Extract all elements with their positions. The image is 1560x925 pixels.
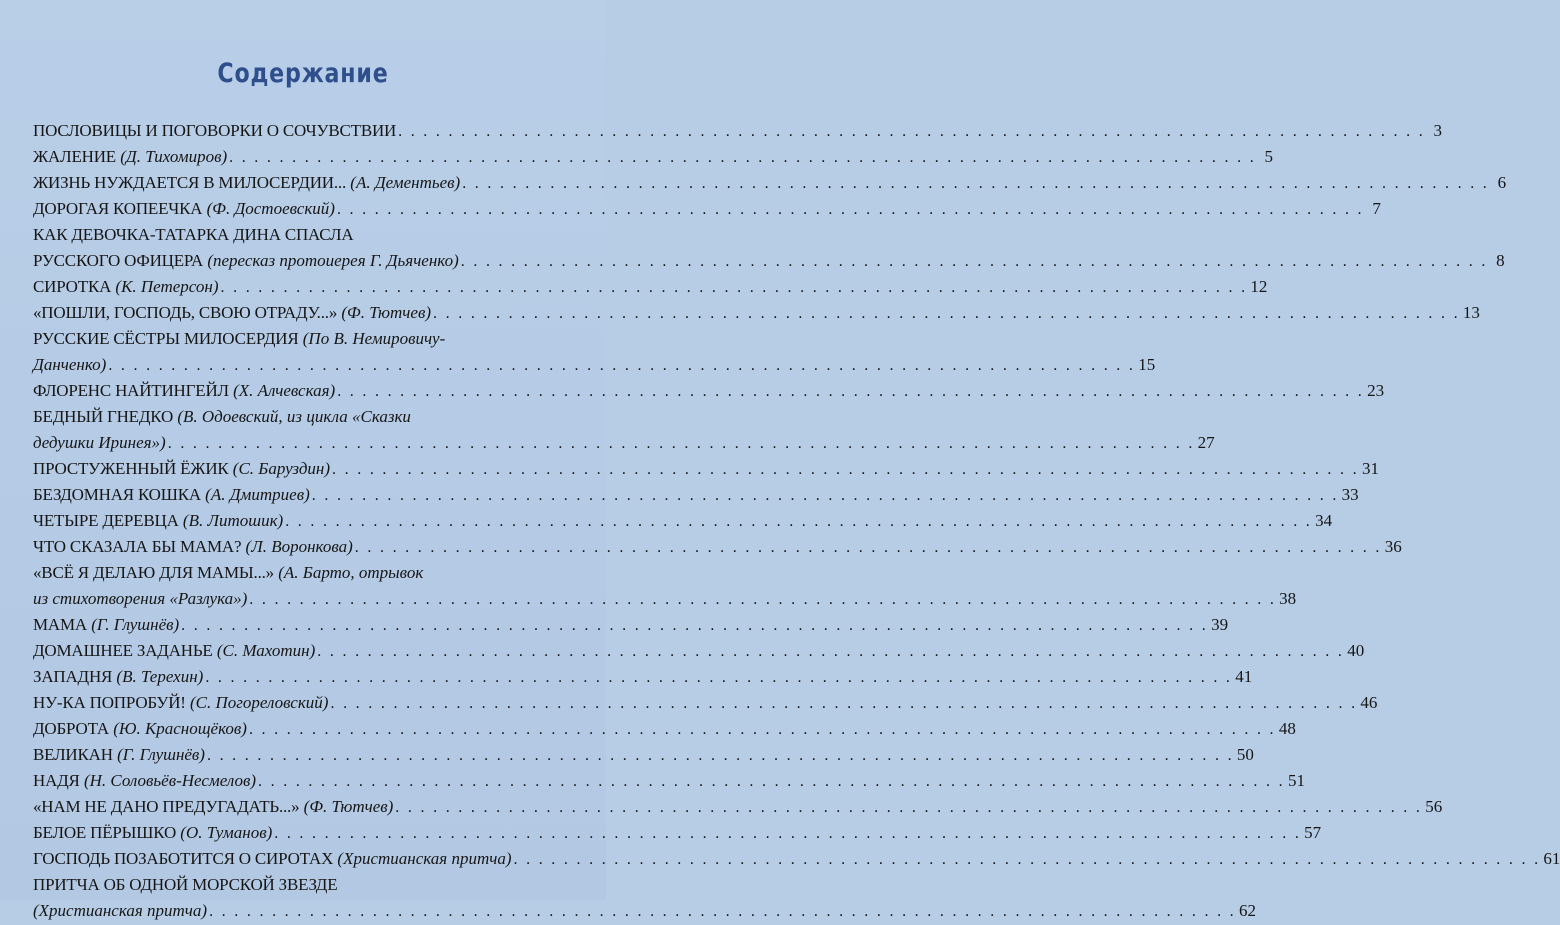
page-number: 57 [1304,823,1322,842]
toc-entry-text [33,118,396,144]
toc-entry-line [33,352,1156,378]
toc-entry-text [33,716,247,742]
dot-leader: . . . . . . . . . . . . . . . . . . . . . . . . . . . . . . . . . . . . . . . . . . . . . . . . . . . . . . . . . . . . . . . . . . . . . . . . . . . . . . . . . . [433,305,1460,322]
toc-entry-line [33,742,1254,768]
dot-leader: . . . . . . . . . . . . . . . . . . . . . . . . . . . . . . . . . . . . . . . . . . . . . . . . . . . . . . . . . . . . . . . . . . . . . . . . . . . . . . . . . . [205,669,1233,686]
toc-entry-author: (Н. Соловьёв-Несмелов) [83,771,257,790]
toc-entry-author: (В. Терехин) [116,667,204,686]
toc-entry-title: ЖАЛЕНИЕ [33,147,116,166]
toc-entry-title: ЖИЗНЬ НУЖДАЕТСЯ В МИЛОСЕРДИИ... [33,173,347,192]
dot-leader: . . . . . . . . . . . . . . . . . . . . . . . . . . . . . . . . . . . . . . . . . . . . . . . . . . . . . . . . . . . . . . . . . . . . . . . . . . . . . . . . . . [332,461,1359,478]
toc-entry-author: (К. Петерсон) [115,277,219,296]
toc-entry-title: МАМА [33,615,87,634]
dot-leader: . . . . . . . . . . . . . . . . . . . . . . . . . . . . . . . . . . . . . . . . . . . . . . . . . . . . . . . . . . . . . . . . . . . . . . . . . . . . . . . . . . [460,253,1488,270]
toc-entry-title: «НАМ НЕ ДАНО ПРЕДУГАДАТЬ...» [33,797,300,816]
toc-entry-author: (В. Литошик) [182,511,284,530]
toc-entry-line [33,430,1215,456]
toc-entry-line [33,898,1256,924]
toc-entry-line [33,274,1268,300]
toc-entry-text [33,586,247,612]
dot-leader: . . . . . . . . . . . . . . . . . . . . . . . . . . . . . . . . . . . . . . . . . . . . . . . . . . . . . . . . . . . . . . . . . . . . . . . . . . . . . . . . . . [258,773,1285,790]
toc-entry-line [33,794,1443,820]
toc-entry-text [33,612,179,638]
toc-entry-title: ФЛОРЕНС НАЙТИНГЕЙЛ [33,381,229,400]
toc-entry-text [33,144,227,170]
toc-entry-line [33,664,1253,690]
toc-entry-author: (С. Баруздин) [232,459,331,478]
dot-leader: . . . . . . . . . . . . . . . . . . . . . . . . . . . . . . . . . . . . . . . . . . . . . . . . . . . . . . . . . . . . . . . . . . . . . . . . . . . . . . . . . . [311,487,1339,504]
toc-entry [33,612,1229,638]
toc-entry-line [33,118,1443,144]
toc-entry-line [33,300,1480,326]
toc-entry [33,118,1443,144]
toc-entry [33,846,1560,872]
toc-entry-text [33,300,431,326]
toc-entry-line [33,170,1507,196]
toc-entry-line [33,248,1505,274]
toc-entry-title: ДОМАШНЕЕ ЗАДАНЬЕ [33,641,213,660]
toc-entry-line [33,326,543,352]
toc-entry-author: дедушки Иринея») [33,433,166,452]
toc-entry-text [33,742,205,768]
toc-entry [33,638,1365,664]
page-number: 33 [1341,485,1359,504]
page-number: 7 [1372,199,1381,218]
toc-entry [33,300,1480,326]
page-number: 23 [1367,381,1385,400]
page-number: 51 [1287,771,1305,790]
toc-entry-line [33,196,1381,222]
toc-entry-line [33,820,1322,846]
page-number: 40 [1347,641,1365,660]
dot-leader: . . . . . . . . . . . . . . . . . . . . . . . . . . . . . . . . . . . . . . . . . . . . . . . . . . . . . . . . . . . . . . . . . . . . . . . . . . . . . . . . . . [206,747,1234,764]
toc-entry-text [33,638,315,664]
toc-entry-text [33,508,283,534]
dot-leader: . . . . . . . . . . . . . . . . . . . . . . . . . . . . . . . . . . . . . . . . . . . . . . . . . . . . . . . . . . . . . . . . . . . . . . . . . . . . . . . . . . [248,721,1276,738]
toc-entry-text [33,898,207,924]
page-number: 6 [1497,173,1507,192]
toc-entry-title: ДОБРОТА [33,719,109,738]
dot-leader: . . . . . . . . . . . . . . . . . . . . . . . . . . . . . . . . . . . . . . . . . . . . . . . . . . . . . . . . . . . . . . . . . . . . . . . . . . . . . . . . . . [398,123,1426,140]
toc-entry [33,768,1305,794]
page-number: 48 [1278,719,1296,738]
toc-entry-title: ПРИТЧА ОБ ОДНОЙ МОРСКОЙ ЗВЕЗДЕ [33,875,338,894]
toc-entry [33,222,1505,274]
toc-entry-line [33,586,1297,612]
toc-entry-line [33,560,543,586]
toc-entry-author: (С. Погореловский) [190,693,329,712]
dot-leader: . . . . . . . . . . . . . . . . . . . . . . . . . . . . . . . . . . . . . . . . . . . . . . . . . . . . . . . . . . . . . . . . . . . . . . . . . . . . . . . . . . [513,851,1541,868]
dot-leader: . . . . . . . . . . . . . . . . . . . . . . . . . . . . . . . . . . . . . . . . . . . . . . . . . . . . . . . . . . . . . . . . . . . . . . . . . . . . . . . . . . [285,513,1313,530]
page-number: 12 [1250,277,1268,296]
toc-entry [33,508,1333,534]
page-number: 46 [1360,693,1378,712]
page-title: Содержание [217,58,389,89]
toc-entry-text [33,225,353,244]
toc-entry-line [33,768,1305,794]
toc-entry-title: ГОСПОДЬ ПОЗАБОТИТСЯ О СИРОТАХ [33,849,334,868]
page-number: 41 [1235,667,1253,686]
toc-entry [33,404,1215,456]
toc-entry [33,716,1296,742]
toc-entry-line [33,690,1378,716]
toc-entry-title: ДОРОГАЯ КОПЕЕЧКА [33,199,203,218]
toc-entry-title: БЕДНЫЙ ГНЕДКО [33,407,174,426]
page-number: 61 [1543,849,1560,868]
toc-entry-author: из стихотворения «Разлука») [33,589,248,608]
toc-entry-text [33,170,460,196]
dot-leader: . . . . . . . . . . . . . . . . . . . . . . . . . . . . . . . . . . . . . . . . . . . . . . . . . . . . . . . . . . . . . . . . . . . . . . . . . . . . . . . . . . [330,695,1358,712]
toc-entry-text [33,534,353,560]
toc-entry [33,664,1253,690]
page-number: 5 [1264,147,1274,166]
toc-entry-author: (Х. Алчевская) [233,381,336,400]
table-of-contents [33,118,1560,924]
toc-entry-text [33,407,411,426]
toc-entry-text [33,846,512,872]
page-number: 13 [1462,303,1480,322]
page-number: 50 [1236,745,1254,764]
toc-entry [33,690,1378,716]
toc-entry-author: (С. Махотин) [216,641,316,660]
toc-entry-text [33,563,423,582]
toc-entry-text [33,329,445,348]
toc-entry-text [33,248,459,274]
toc-entry-title: РУССКИЕ СЁСТРЫ МИЛОСЕРДИЯ [33,329,299,348]
toc-entry-text [33,820,272,846]
toc-entry-text [33,768,256,794]
dot-leader: . . . . . . . . . . . . . . . . . . . . . . . . . . . . . . . . . . . . . . . . . . . . . . . . . . . . . . . . . . . . . . . . . . . . . . . . . . . . . . . . . . [167,435,1195,452]
dot-leader: . . . . . . . . . . . . . . . . . . . . . . . . . . . . . . . . . . . . . . . . . . . . . . . . . . . . . . . . . . . . . . . . . . . . . . . . . . . . . . . . . . [337,383,1365,400]
toc-entry-author: (Ю. Краснощёков) [113,719,247,738]
page-number: 31 [1361,459,1379,478]
toc-entry-line [33,404,543,430]
toc-entry-text [33,196,335,222]
toc-entry-title: ПОСЛОВИЦЫ И ПОГОВОРКИ О СОЧУВСТВИИ [33,121,397,140]
toc-entry-title: СИРОТКА [33,277,112,296]
toc-entry-title: ПРОСТУЖЕННЫЙ ЁЖИК [33,459,229,478]
toc-entry-author: (Л. Воронкова) [245,537,353,556]
page-number: 8 [1496,251,1505,270]
page-number: 62 [1238,901,1256,920]
dot-leader: . . . . . . . . . . . . . . . . . . . . . . . . . . . . . . . . . . . . . . . . . . . . . . . . . . . . . . . . . . . . . . . . . . . . . . . . . . . . . . . . . . [229,149,1257,166]
toc-entry [33,534,1402,560]
toc-entry [33,144,1274,170]
toc-entry-author: (А. Дементьев) [350,173,461,192]
toc-entry-author: Данченко) [33,355,107,374]
page-number: 56 [1425,797,1443,816]
toc-entry-author: (пересказ протоиерея Г. Дьяченко) [207,251,459,270]
toc-entry-text [33,274,219,300]
toc-entry [33,326,1156,378]
toc-entry-title: «ПОШЛИ, ГОСПОДЬ, СВОЮ ОТРАДУ...» [33,303,338,322]
toc-entry-line [33,144,1274,170]
page-number: 27 [1197,433,1215,452]
page-number: 36 [1384,537,1402,556]
dot-leader: . . . . . . . . . . . . . . . . . . . . . . . . . . . . . . . . . . . . . . . . . . . . . . . . . . . . . . . . . . . . . . . . . . . . . . . . . . . . . . . . . . [395,799,1423,816]
dot-leader: . . . . . . . . . . . . . . . . . . . . . . . . . . . . . . . . . . . . . . . . . . . . . . . . . . . . . . . . . . . . . . . . . . . . . . . . . . . . . . . . . . [181,617,1209,634]
toc-entry-text [33,794,393,820]
toc-entry-title: БЕЗДОМНАЯ КОШКА [33,485,201,504]
toc-entry-title: ЗАПАДНЯ [33,667,113,686]
page-number: 3 [1433,121,1443,140]
toc-entry [33,560,1297,612]
toc-entry-line [33,456,1379,482]
dot-leader: . . . . . . . . . . . . . . . . . . . . . . . . . . . . . . . . . . . . . . . . . . . . . . . . . . . . . . . . . . . . . . . . . . . . . . . . . . . . . . . . . . [336,201,1364,218]
toc-entry-text [33,875,337,894]
toc-entry [33,378,1385,404]
toc-entry-author: (Христианская притча) [337,849,512,868]
page-number: 15 [1138,355,1156,374]
toc-entry-title: НАДЯ [33,771,80,790]
page-number: 39 [1211,615,1229,634]
toc-entry-author: (О. Туманов) [180,823,273,842]
toc-entry-title: ЧТО СКАЗАЛА БЫ МАМА? [33,537,242,556]
toc-entry-text [33,482,310,508]
dot-leader: . . . . . . . . . . . . . . . . . . . . . . . . . . . . . . . . . . . . . . . . . . . . . . . . . . . . . . . . . . . . . . . . . . . . . . . . . . . . . . . . . . [462,175,1490,192]
toc-entry [33,196,1381,222]
toc-entry-title: БЕЛОЕ ПЁРЫШКО [33,823,177,842]
dot-leader: . . . . . . . . . . . . . . . . . . . . . . . . . . . . . . . . . . . . . . . . . . . . . . . . . . . . . . . . . . . . . . . . . . . . . . . . . . . . . . . . . . [249,591,1277,608]
toc-entry-line [33,846,1560,872]
toc-entry-line [33,872,543,898]
toc-entry [33,794,1443,820]
toc-entry-title: ВЕЛИКАН [33,745,113,764]
toc-entry-text [33,430,166,456]
toc-entry [33,170,1507,196]
toc-entry-line [33,716,1296,742]
toc-entry-author: (А. Дмитриев) [205,485,310,504]
page-number: 34 [1315,511,1333,530]
toc-entry-text [33,456,330,482]
toc-entry [33,482,1359,508]
toc-entry [33,872,1256,924]
dot-leader: . . . . . . . . . . . . . . . . . . . . . . . . . . . . . . . . . . . . . . . . . . . . . . . . . . . . . . . . . . . . . . . . . . . . . . . . . . . . . . . . . . [108,357,1136,374]
toc-entry-title: НУ-КА ПОПРОБУЙ! [33,693,186,712]
toc-entry-title: ЧЕТЫРЕ ДЕРЕВЦА [33,511,179,530]
dot-leader: . . . . . . . . . . . . . . . . . . . . . . . . . . . . . . . . . . . . . . . . . . . . . . . . . . . . . . . . . . . . . . . . . . . . . . . . . . . . . . . . . . [274,825,1302,842]
toc-entry-author: (По В. Немировичу- [302,329,446,348]
toc-entry-author: (В. Одоевский, из цикла «Сказки [177,407,411,426]
toc-entry [33,456,1379,482]
toc-entry-title: «ВСЁ Я ДЕЛАЮ ДЛЯ МАМЫ...» [33,563,274,582]
toc-entry-line [33,534,1402,560]
toc-entry-author: (Христианская притча) [33,901,208,920]
toc-entry-line [33,378,1385,404]
toc-entry-line [33,612,1229,638]
toc-entry-title: РУССКОГО ОФИЦЕРА [33,251,204,270]
page-number: 38 [1279,589,1297,608]
toc-entry-text [33,664,203,690]
toc-entry-text [33,378,335,404]
toc-entry-line [33,222,543,248]
toc-entry-author: (А. Барто, отрывок [278,563,424,582]
toc-entry-author: (Д. Тихомиров) [120,147,228,166]
toc-entry-author: (Ф. Достоевский) [206,199,335,218]
toc-entry-title: КАК ДЕВОЧКА-ТАТАРКА ДИНА СПАСЛА [33,225,354,244]
toc-entry-line [33,508,1333,534]
toc-entry-text [33,690,328,716]
dot-leader: . . . . . . . . . . . . . . . . . . . . . . . . . . . . . . . . . . . . . . . . . . . . . . . . . . . . . . . . . . . . . . . . . . . . . . . . . . . . . . . . . . [209,903,1236,920]
toc-entry-author: (Г. Глушнёв) [91,615,180,634]
toc-entry [33,742,1254,768]
toc-entry-author: (Г. Глушнёв) [117,745,205,764]
dot-leader: . . . . . . . . . . . . . . . . . . . . . . . . . . . . . . . . . . . . . . . . . . . . . . . . . . . . . . . . . . . . . . . . . . . . . . . . . . . . . . . . . . [354,539,1382,556]
toc-entry [33,820,1322,846]
toc-entry [33,274,1268,300]
toc-entry-text [33,352,106,378]
toc-entry-author: (Ф. Тютчев) [341,303,432,322]
toc-entry-line [33,482,1359,508]
toc-entry-line [33,638,1365,664]
dot-leader: . . . . . . . . . . . . . . . . . . . . . . . . . . . . . . . . . . . . . . . . . . . . . . . . . . . . . . . . . . . . . . . . . . . . . . . . . . . . . . . . . . [317,643,1345,660]
toc-entry-author: (Ф. Тютчев) [303,797,394,816]
dot-leader: . . . . . . . . . . . . . . . . . . . . . . . . . . . . . . . . . . . . . . . . . . . . . . . . . . . . . . . . . . . . . . . . . . . . . . . . . . . . . . . . . . [220,279,1248,296]
